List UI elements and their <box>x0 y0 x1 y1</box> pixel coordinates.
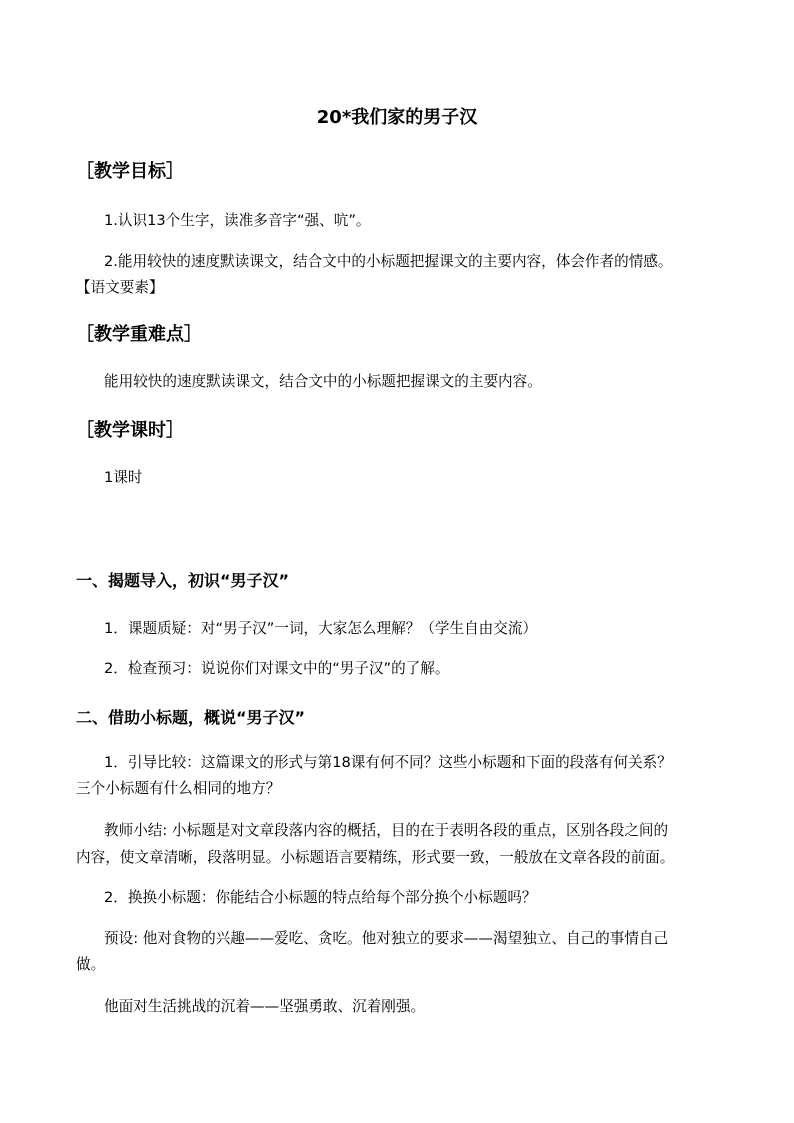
part1-item-1: 1．课题质疑：对“男子汉”一词，大家怎么理解？（学生自由交流） <box>104 620 538 637</box>
part2-item-1-line-1: 1．引导比较：这篇课文的形式与第18课有何不同？这些小标题和下面的段落有何关系？ <box>104 754 672 771</box>
teacher-summary-line-2: 内容，使文章清晰，段落明显。小标题语言要精练，形式要一致，一般放在文章各段的前面。 <box>76 849 675 866</box>
part2-heading: 二、借助小标题，概说“男子汉” <box>76 708 306 727</box>
page-title: 20*我们家的男子汉 <box>316 107 478 128</box>
language-element-label: 【语文要素】 <box>76 279 164 296</box>
goal-item-2: 2.能用较快的速度默读课文，结合文中的小标题把握课文的主要内容，体会作者的情感。 <box>104 253 673 270</box>
part2-item-1-line-2: 三个小标题有什么相同的地方？ <box>76 780 281 797</box>
teacher-summary-line-1: 教师小结: 小标题是对文章段落内容的概括，目的在于表明各段的重点，区别各段之间的 <box>104 822 669 839</box>
difficulty-heading: ［教学重难点］ <box>76 324 202 345</box>
preset-line-2: 做。 <box>76 956 106 973</box>
goal-item-1: 1.认识13个生字，读准多音字“强、吭”。 <box>104 212 371 229</box>
hours-text: 1课时 <box>104 469 143 486</box>
goals-heading: ［教学目标］ <box>76 161 184 182</box>
part1-heading: 一、揭题导入，初识“男子汉” <box>76 571 290 590</box>
hours-heading: ［教学课时］ <box>76 420 184 441</box>
part2-item-2: 2．换换小标题：你能结合小标题的特点给每个部分换个小标题吗？ <box>104 889 537 906</box>
preset-line-3: 他面对生活挑战的沉着——坚强勇敢、沉着刚强。 <box>104 998 426 1015</box>
difficulty-text: 能用较快的速度默读课文，结合文中的小标题把握课文的主要内容。 <box>104 373 542 390</box>
preset-line-1: 预设: 他对食物的兴趣——爱吃、贪吃。他对独立的要求——渴望独立、自己的事情自己 <box>104 930 669 947</box>
part1-item-2: 2．检查预习：说说你们对课文中的“男子汉”的了解。 <box>104 660 450 677</box>
